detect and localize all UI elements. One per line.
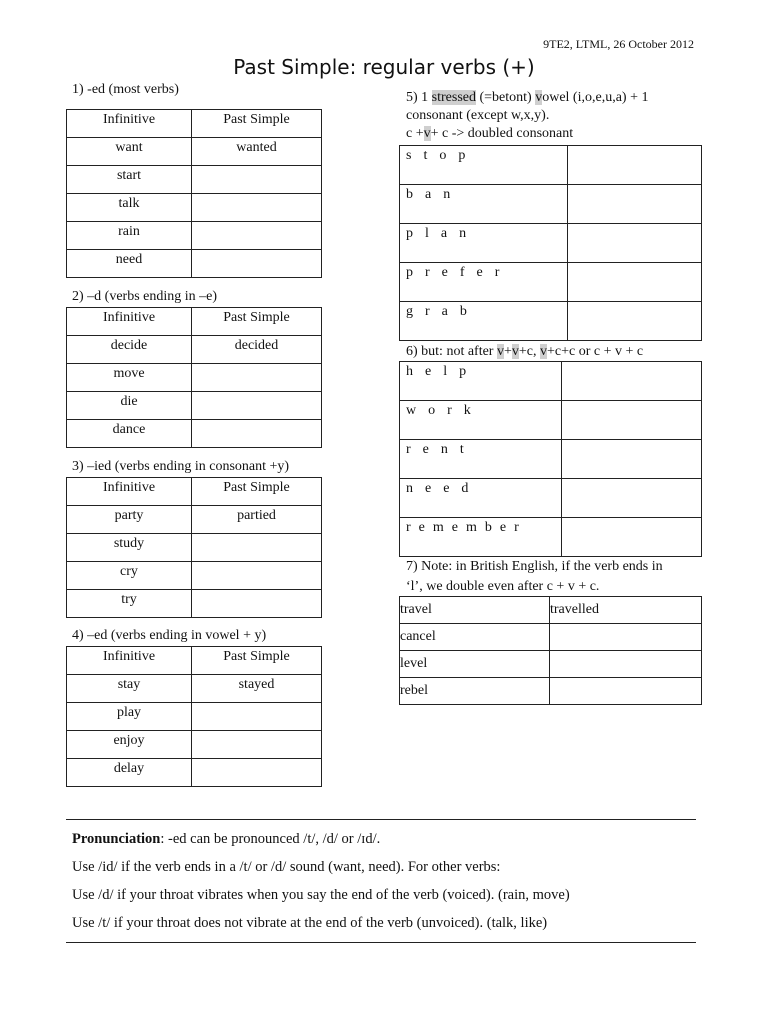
table-row (400, 440, 702, 479)
col-infinitive: Infinitive (67, 647, 192, 675)
answer-cell[interactable] (568, 146, 702, 185)
text-fragment: + c -> doubled consonant (430, 126, 574, 141)
table-row (400, 597, 702, 624)
text-fragment: +c, (518, 344, 540, 359)
past-simple-cell[interactable] (192, 420, 322, 448)
infinitive-cell: try (67, 590, 192, 618)
pronunciation-line-1 (72, 825, 570, 853)
table-row (400, 263, 702, 302)
past-simple-cell[interactable] (192, 759, 322, 787)
text-fragment: owel (i,o,e,u,a) + 1 (542, 90, 649, 105)
infinitive-cell: rain (67, 222, 192, 250)
section-2-label: 2) –d (verbs ending in –e) (72, 289, 218, 304)
past-simple-cell[interactable] (192, 534, 322, 562)
past-simple-cell[interactable]: partied (192, 506, 322, 534)
answer-cell[interactable] (568, 302, 702, 341)
answer-cell[interactable] (550, 678, 702, 705)
past-simple-cell[interactable] (192, 166, 322, 194)
col-infinitive: Infinitive (67, 110, 192, 138)
table-row (67, 166, 322, 194)
table-row (400, 479, 702, 518)
highlight-vowel: v (496, 344, 504, 359)
answer-cell[interactable]: travelled (550, 597, 702, 624)
section-5-line-3 (406, 125, 648, 143)
infinitive-cell: play (67, 703, 192, 731)
infinitive-cell: need (67, 250, 192, 278)
col-past-simple: Past Simple (192, 308, 322, 336)
infinitive-cell: decide (67, 336, 192, 364)
section-7-label (406, 557, 663, 597)
answer-cell[interactable] (562, 479, 702, 518)
answer-cell[interactable] (550, 624, 702, 651)
past-simple-cell[interactable] (192, 194, 322, 222)
answer-cell[interactable] (562, 440, 702, 479)
highlight-vowel: v (423, 126, 431, 141)
section-4-label: 4) –ed (verbs ending in vowel + y) (72, 628, 267, 643)
infinitive-cell: move (67, 364, 192, 392)
text-fragment: + (503, 344, 512, 359)
table-row (67, 420, 322, 448)
answer-cell[interactable] (562, 362, 702, 401)
section-5-line-1 (406, 89, 648, 107)
table-row (400, 624, 702, 651)
past-simple-cell[interactable] (192, 731, 322, 759)
table-row (67, 590, 322, 618)
table-row (67, 194, 322, 222)
text-fragment: : -ed can be pronounced /t/, /d/ or /ɪd/. (160, 831, 381, 847)
table-section-2 (66, 307, 322, 448)
pronunciation-block (72, 825, 570, 937)
answer-cell[interactable] (568, 224, 702, 263)
infinitive-cell: study (67, 534, 192, 562)
table-row (400, 401, 702, 440)
table-row (400, 224, 702, 263)
past-simple-cell[interactable] (192, 562, 322, 590)
table-row (67, 250, 322, 278)
answer-cell[interactable] (568, 263, 702, 302)
verb-cell: cancel (400, 624, 550, 651)
table-section-3 (66, 477, 322, 618)
table-header-row (67, 110, 322, 138)
infinitive-cell: delay (67, 759, 192, 787)
past-simple-cell[interactable] (192, 250, 322, 278)
verb-cell: work (400, 401, 562, 440)
infinitive-cell: dance (67, 420, 192, 448)
col-infinitive: Infinitive (67, 308, 192, 336)
answer-cell[interactable] (562, 401, 702, 440)
highlight-stressed: stressed (431, 90, 476, 105)
verb-cell: stop (400, 146, 568, 185)
table-row (67, 562, 322, 590)
col-past-simple: Past Simple (192, 647, 322, 675)
infinitive-cell: talk (67, 194, 192, 222)
table-header-row (67, 308, 322, 336)
infinitive-cell: start (67, 166, 192, 194)
table-section-1 (66, 109, 322, 278)
verb-cell: prefer (400, 263, 568, 302)
table-row (67, 392, 322, 420)
past-simple-cell[interactable] (192, 222, 322, 250)
col-infinitive: Infinitive (67, 478, 192, 506)
text-fragment: +c+c or c + v + c (547, 344, 644, 359)
answer-cell[interactable] (568, 185, 702, 224)
infinitive-cell: cry (67, 562, 192, 590)
past-simple-cell[interactable]: decided (192, 336, 322, 364)
table-row (400, 362, 702, 401)
verb-cell: level (400, 651, 550, 678)
table-row (400, 302, 702, 341)
verb-cell: rebel (400, 678, 550, 705)
table-row (67, 703, 322, 731)
table-row (400, 651, 702, 678)
infinitive-cell: party (67, 506, 192, 534)
infinitive-cell: enjoy (67, 731, 192, 759)
section-7-line-2: ‘l’, we double even after c + v + c. (406, 579, 600, 594)
infinitive-cell: stay (67, 675, 192, 703)
verb-cell: grab (400, 302, 568, 341)
past-simple-cell[interactable]: wanted (192, 138, 322, 166)
section-1-label: 1) -ed (most verbs) (72, 82, 179, 97)
table-row (400, 185, 702, 224)
past-simple-cell[interactable] (192, 703, 322, 731)
table-row (67, 222, 322, 250)
page-title: Past Simple: regular verbs (+) (233, 55, 535, 79)
table-row (67, 336, 322, 364)
table-header-row (67, 478, 322, 506)
past-simple-cell[interactable] (192, 364, 322, 392)
table-row (400, 146, 702, 185)
divider-bottom (66, 942, 696, 943)
table-section-7 (399, 596, 702, 705)
table-section-4 (66, 646, 322, 787)
verb-cell: ban (400, 185, 568, 224)
table-row (67, 731, 322, 759)
highlight-vowel: v (511, 344, 519, 359)
verb-cell: travel (400, 597, 550, 624)
highlight-vowel: v (535, 90, 543, 105)
table-header-row (67, 647, 322, 675)
header-info: 9TE2, LTML, 26 October 2012 (543, 37, 694, 51)
table-section-6 (399, 361, 702, 557)
text-fragment: c + (406, 126, 424, 141)
table-row (400, 518, 702, 557)
answer-cell[interactable] (550, 651, 702, 678)
past-simple-cell[interactable]: stayed (192, 675, 322, 703)
section-5-line-2: consonant (except w,x,y). (406, 108, 550, 123)
section-7-line-1: 7) Note: in British English, if the verb ends in (406, 559, 663, 574)
table-row (67, 506, 322, 534)
verb-cell: remember (400, 518, 562, 557)
text-fragment: (=betont) (476, 90, 536, 105)
highlight-vowel: v (540, 344, 547, 359)
section-3-label: 3) –ied (verbs ending in consonant +y) (72, 459, 290, 474)
verb-cell: rent (400, 440, 562, 479)
answer-cell[interactable] (562, 518, 702, 557)
divider-top (66, 819, 696, 820)
verb-cell: help (400, 362, 562, 401)
text-fragment: 6) but: not after (406, 344, 497, 359)
infinitive-cell: want (67, 138, 192, 166)
past-simple-cell[interactable] (192, 392, 322, 420)
table-row (67, 364, 322, 392)
section-5-label (406, 89, 648, 143)
section-6-label (406, 343, 643, 361)
table-row (67, 138, 322, 166)
col-past-simple: Past Simple (192, 478, 322, 506)
table-row (67, 675, 322, 703)
infinitive-cell: die (67, 392, 192, 420)
text-fragment: 5) 1 (406, 90, 432, 105)
pronunciation-line-4: Use /t/ if your throat does not vibrate at the end of the verb (unvoiced). (talk, like) (72, 915, 548, 931)
table-row (67, 759, 322, 787)
verb-cell: need (400, 479, 562, 518)
pronunciation-label: Pronunciation (72, 831, 161, 847)
verb-cell: plan (400, 224, 568, 263)
past-simple-cell[interactable] (192, 590, 322, 618)
table-section-5 (399, 145, 702, 341)
pronunciation-line-3: Use /d/ if your throat vibrates when you say the end of the verb (voiced). (rain, move) (72, 887, 570, 903)
pronunciation-line-2: Use /id/ if the verb ends in a /t/ or /d/ sound (want, need). For other verbs: (72, 859, 501, 875)
table-row (400, 678, 702, 705)
col-past-simple: Past Simple (192, 110, 322, 138)
table-row (67, 534, 322, 562)
